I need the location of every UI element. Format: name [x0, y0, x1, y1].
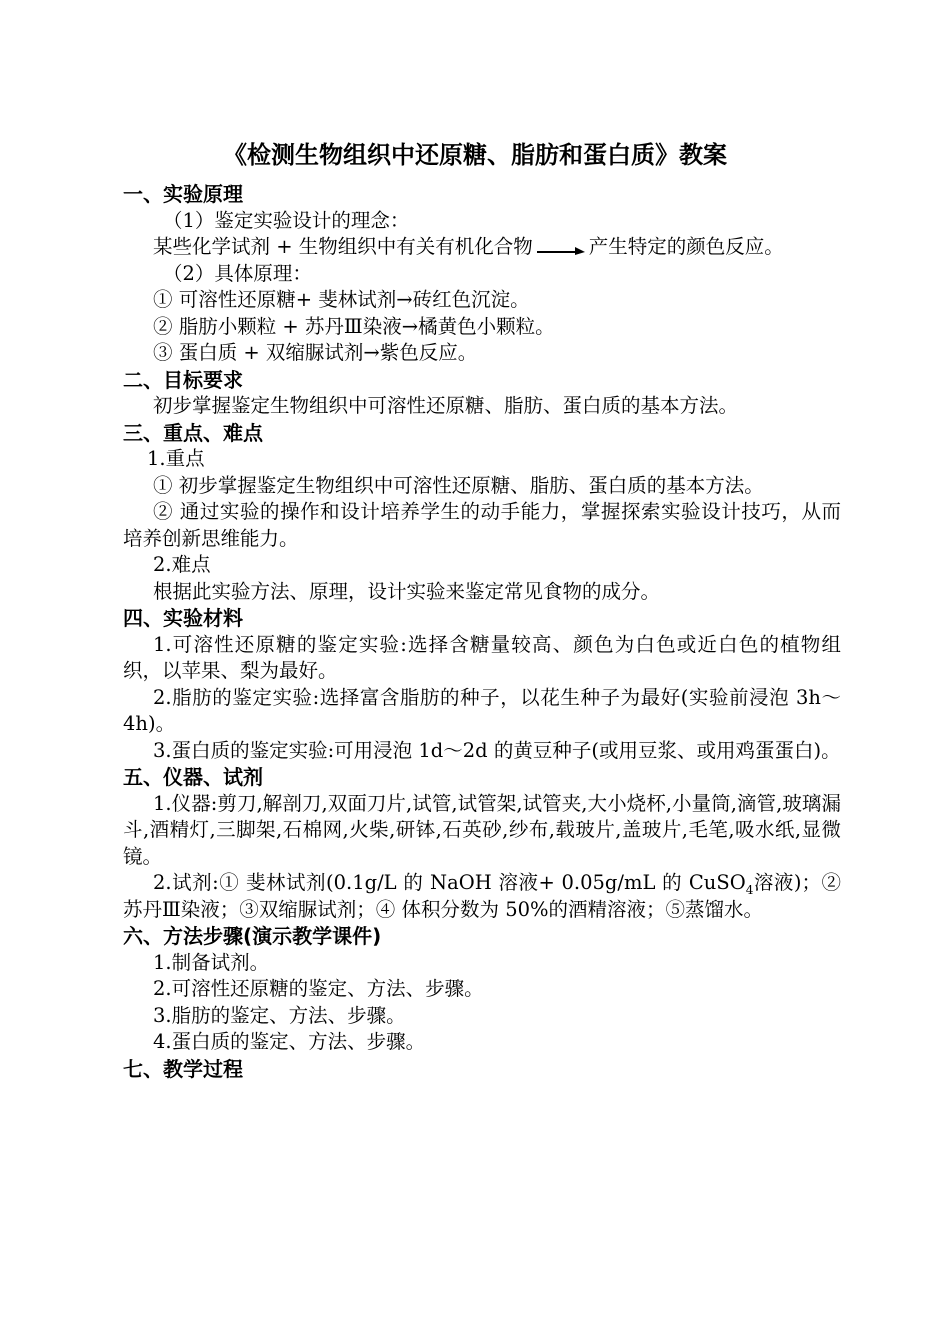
subscript: 4	[745, 882, 754, 897]
arrow-icon	[537, 241, 585, 255]
section-heading-materials: 四、实验材料	[123, 606, 243, 630]
paragraph: ② 通过实验的操作和设计培养学生的动手能力，掌握探索实验设计技巧，从而培养创新思维能力。	[123, 500, 841, 550]
paragraph	[123, 234, 841, 261]
text-span: 2.试剂:① 斐林试剂(0.1g/L 的 NaOH 溶液+ 0.05g/mL 的 CuSO	[153, 871, 746, 894]
section-heading-process: 七、教学过程	[123, 1056, 243, 1081]
section-heading-steps: 六、方法步骤(演示教学课件)	[123, 924, 382, 948]
paragraph	[123, 870, 841, 923]
paragraph: 1.重点	[147, 447, 205, 470]
paragraph: 2.可溶性还原糖的鉴定、方法、步骤。	[153, 977, 484, 1000]
paragraph: 1.制备试剂。	[153, 950, 270, 974]
paragraph: 4.蛋白质的鉴定、方法、步骤。	[153, 1030, 426, 1053]
paragraph: 1.可溶性还原糖的鉴定实验:选择含糖量较高、颜色为白色或近白色的植物组织，以苹果、梨为最好。	[123, 632, 841, 682]
section-heading-key-points: 三、重点、难点	[123, 420, 263, 445]
text-span: 某些化学试剂 + 生物组织中有关有机化合物	[153, 235, 533, 258]
document-title: 《检测生物组织中还原糖、脂肪和蛋白质》教案	[223, 141, 727, 169]
text-span: 溶液)；②苏丹Ⅲ染液；③双缩脲试剂；④ 体积分数为 50%的酒精溶液；⑤蒸馏水。	[123, 871, 841, 921]
paragraph: 3.脂肪的鉴定、方法、步骤。	[153, 1003, 406, 1027]
paragraph: ② 脂肪小颗粒 + 苏丹Ⅲ染液→橘黄色小颗粒。	[153, 314, 555, 338]
section-heading-instruments: 五、仪器、试剂	[123, 765, 263, 789]
paragraph: 初步掌握鉴定生物组织中可溶性还原糖、脂肪、蛋白质的基本方法。	[153, 394, 739, 417]
paragraph: （1）鉴定实验设计的理念：	[163, 208, 410, 232]
paragraph: ③ 蛋白质 + 双缩脲试剂→紫色反应。	[153, 341, 478, 364]
document-body	[123, 181, 841, 1082]
section-heading-principle: 一、实验原理	[123, 182, 243, 206]
paragraph: 1.仪器:剪刀,解剖刀,双面刀片,试管,试管架,试管夹,大小烧杯,小量筒,滴管,玻璃漏斗,酒精灯,三脚架,石棉网,火柴,研钵,石英砂,纱布,载玻片,盖玻片,毛笔,吸水纸,显微镜。	[123, 791, 841, 868]
paragraph: 3.蛋白质的鉴定实验:可用浸泡 1d～2d 的黄豆种子(或用豆浆、或用鸡蛋蛋白)。	[153, 738, 841, 762]
paragraph: 2.难点	[153, 553, 211, 576]
text-span: 产生特定的颜色反应。	[588, 235, 784, 258]
paragraph: （2）具体原理：	[163, 261, 312, 285]
paragraph: 根据此实验方法、原理，设计实验来鉴定常见食物的成分。	[153, 579, 661, 603]
paragraph: 2.脂肪的鉴定实验:选择富含脂肪的种子，以花生种子为最好(实验前浸泡 3h～4h)。	[123, 685, 841, 735]
paragraph: ① 初步掌握鉴定生物组织中可溶性还原糖、脂肪、蛋白质的基本方法。	[153, 473, 764, 497]
section-heading-goals: 二、目标要求	[123, 367, 243, 392]
paragraph: ① 可溶性还原糖+ 斐林试剂→砖红色沉淀。	[153, 288, 530, 311]
